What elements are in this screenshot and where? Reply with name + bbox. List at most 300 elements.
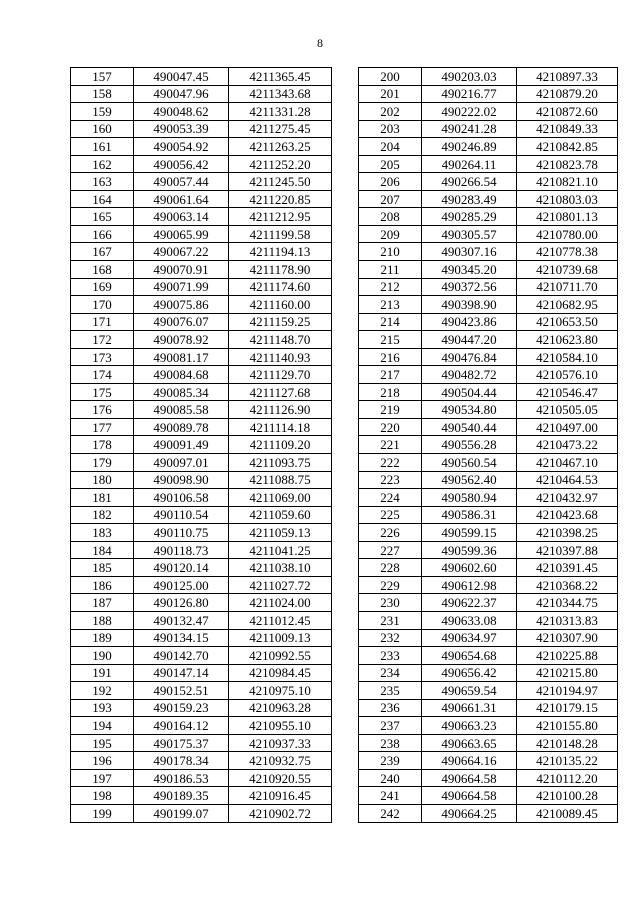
point-number-cell: 219 <box>359 401 422 419</box>
x-coordinate-cell: 490372.56 <box>422 278 517 296</box>
point-number-cell: 190 <box>71 647 134 665</box>
table-row <box>71 366 332 384</box>
x-coordinate-cell: 490057.44 <box>134 173 229 191</box>
point-number-cell: 218 <box>359 383 422 401</box>
table-row <box>359 243 618 261</box>
point-number-cell: 174 <box>71 366 134 384</box>
table-row <box>71 278 332 296</box>
x-coordinate-cell: 490091.49 <box>134 436 229 454</box>
point-number-cell: 236 <box>359 699 422 717</box>
table-row <box>359 190 618 208</box>
point-number-cell: 235 <box>359 682 422 700</box>
x-coordinate-cell: 490599.36 <box>422 541 517 559</box>
y-coordinate-cell: 4210391.45 <box>517 559 618 577</box>
table-row <box>71 699 332 717</box>
point-number-cell: 191 <box>71 664 134 682</box>
y-coordinate-cell: 4210546.47 <box>517 383 618 401</box>
table-row <box>71 717 332 735</box>
x-coordinate-cell: 490264.11 <box>422 155 517 173</box>
x-coordinate-cell: 490266.54 <box>422 173 517 191</box>
point-number-cell: 158 <box>71 85 134 103</box>
y-coordinate-cell: 4211220.85 <box>229 190 332 208</box>
y-coordinate-cell: 4211212.95 <box>229 208 332 226</box>
table-row <box>71 173 332 191</box>
x-coordinate-cell: 490063.14 <box>134 208 229 226</box>
point-number-cell: 240 <box>359 769 422 787</box>
x-coordinate-cell: 490246.89 <box>422 138 517 156</box>
table-row <box>71 243 332 261</box>
x-coordinate-cell: 490085.58 <box>134 401 229 419</box>
table-row <box>359 225 618 243</box>
y-coordinate-cell: 4211109.20 <box>229 436 332 454</box>
y-coordinate-cell: 4211160.00 <box>229 296 332 314</box>
y-coordinate-cell: 4211275.45 <box>229 120 332 138</box>
point-number-cell: 200 <box>359 68 422 86</box>
table-row <box>359 506 618 524</box>
point-number-cell: 180 <box>71 471 134 489</box>
point-number-cell: 188 <box>71 611 134 629</box>
table-row <box>71 261 332 279</box>
point-number-cell: 198 <box>71 787 134 805</box>
table-row <box>71 647 332 665</box>
y-coordinate-cell: 4210879.20 <box>517 85 618 103</box>
point-number-cell: 164 <box>71 190 134 208</box>
x-coordinate-cell: 490126.80 <box>134 594 229 612</box>
table-row <box>71 541 332 559</box>
point-number-cell: 163 <box>71 173 134 191</box>
y-coordinate-cell: 4211140.93 <box>229 348 332 366</box>
table-row <box>359 611 618 629</box>
point-number-cell: 165 <box>71 208 134 226</box>
x-coordinate-cell: 490132.47 <box>134 611 229 629</box>
x-coordinate-cell: 490134.15 <box>134 629 229 647</box>
y-coordinate-cell: 4211093.75 <box>229 454 332 472</box>
point-number-cell: 170 <box>71 296 134 314</box>
point-number-cell: 204 <box>359 138 422 156</box>
point-number-cell: 160 <box>71 120 134 138</box>
y-coordinate-cell: 4210984.45 <box>229 664 332 682</box>
point-number-cell: 210 <box>359 243 422 261</box>
y-coordinate-cell: 4210194.97 <box>517 682 618 700</box>
point-number-cell: 205 <box>359 155 422 173</box>
y-coordinate-cell: 4211088.75 <box>229 471 332 489</box>
y-coordinate-cell: 4210344.75 <box>517 594 618 612</box>
y-coordinate-cell: 4210975.10 <box>229 682 332 700</box>
point-number-cell: 227 <box>359 541 422 559</box>
table-row <box>359 682 618 700</box>
y-coordinate-cell: 4210897.33 <box>517 68 618 86</box>
x-coordinate-cell: 490540.44 <box>422 418 517 436</box>
x-coordinate-cell: 490283.49 <box>422 190 517 208</box>
x-coordinate-cell: 490061.64 <box>134 190 229 208</box>
table-row <box>71 348 332 366</box>
point-number-cell: 213 <box>359 296 422 314</box>
point-number-cell: 179 <box>71 454 134 472</box>
x-coordinate-cell: 490222.02 <box>422 103 517 121</box>
table-row <box>71 190 332 208</box>
x-coordinate-cell: 490398.90 <box>422 296 517 314</box>
table-row <box>359 629 618 647</box>
table-row <box>71 103 332 121</box>
y-coordinate-cell: 4210100.28 <box>517 787 618 805</box>
point-number-cell: 185 <box>71 559 134 577</box>
table-row <box>71 611 332 629</box>
table-row <box>71 734 332 752</box>
x-coordinate-cell: 490285.29 <box>422 208 517 226</box>
x-coordinate-cell: 490612.98 <box>422 576 517 594</box>
table-row <box>71 489 332 507</box>
point-number-cell: 206 <box>359 173 422 191</box>
y-coordinate-cell: 4210872.60 <box>517 103 618 121</box>
point-number-cell: 177 <box>71 418 134 436</box>
point-number-cell: 172 <box>71 331 134 349</box>
point-number-cell: 175 <box>71 383 134 401</box>
x-coordinate-cell: 490663.65 <box>422 734 517 752</box>
point-number-cell: 226 <box>359 524 422 542</box>
y-coordinate-cell: 4210307.90 <box>517 629 618 647</box>
table-row <box>71 296 332 314</box>
point-number-cell: 223 <box>359 471 422 489</box>
point-number-cell: 229 <box>359 576 422 594</box>
x-coordinate-cell: 490053.39 <box>134 120 229 138</box>
x-coordinate-cell: 490076.07 <box>134 313 229 331</box>
x-coordinate-cell: 490203.03 <box>422 68 517 86</box>
table-row <box>71 559 332 577</box>
y-coordinate-cell: 4210992.55 <box>229 647 332 665</box>
point-number-cell: 221 <box>359 436 422 454</box>
point-number-cell: 214 <box>359 313 422 331</box>
table-row <box>359 418 618 436</box>
table-row <box>359 138 618 156</box>
y-coordinate-cell: 4210623.80 <box>517 331 618 349</box>
table-row <box>359 85 618 103</box>
point-number-cell: 238 <box>359 734 422 752</box>
x-coordinate-cell: 490633.08 <box>422 611 517 629</box>
point-number-cell: 207 <box>359 190 422 208</box>
y-coordinate-cell: 4210179.15 <box>517 699 618 717</box>
x-coordinate-cell: 490423.86 <box>422 313 517 331</box>
point-number-cell: 186 <box>71 576 134 594</box>
y-coordinate-cell: 4210155.80 <box>517 717 618 735</box>
table-row <box>71 225 332 243</box>
y-coordinate-cell: 4211245.50 <box>229 173 332 191</box>
x-coordinate-cell: 490664.58 <box>422 787 517 805</box>
y-coordinate-cell: 4210963.28 <box>229 699 332 717</box>
x-coordinate-cell: 490047.45 <box>134 68 229 86</box>
x-coordinate-cell: 490241.28 <box>422 120 517 138</box>
table-row <box>71 331 332 349</box>
point-number-cell: 228 <box>359 559 422 577</box>
y-coordinate-cell: 4211365.45 <box>229 68 332 86</box>
point-number-cell: 230 <box>359 594 422 612</box>
x-coordinate-cell: 490661.31 <box>422 699 517 717</box>
y-coordinate-cell: 4210398.25 <box>517 524 618 542</box>
point-number-cell: 192 <box>71 682 134 700</box>
x-coordinate-cell: 490186.53 <box>134 769 229 787</box>
point-number-cell: 225 <box>359 506 422 524</box>
y-coordinate-cell: 4210932.75 <box>229 752 332 770</box>
table-row <box>71 594 332 612</box>
table-row <box>71 682 332 700</box>
x-coordinate-cell: 490659.54 <box>422 682 517 700</box>
y-coordinate-cell: 4211174.60 <box>229 278 332 296</box>
y-coordinate-cell: 4210135.22 <box>517 752 618 770</box>
table-row <box>71 155 332 173</box>
table-row <box>359 331 618 349</box>
y-coordinate-cell: 4211331.28 <box>229 103 332 121</box>
point-number-cell: 157 <box>71 68 134 86</box>
table-row <box>359 524 618 542</box>
x-coordinate-cell: 490110.54 <box>134 506 229 524</box>
x-coordinate-cell: 490580.94 <box>422 489 517 507</box>
x-coordinate-cell: 490120.14 <box>134 559 229 577</box>
y-coordinate-cell: 4211252.20 <box>229 155 332 173</box>
point-number-cell: 161 <box>71 138 134 156</box>
y-coordinate-cell: 4211343.68 <box>229 85 332 103</box>
point-number-cell: 201 <box>359 85 422 103</box>
table-row <box>359 647 618 665</box>
x-coordinate-cell: 490654.68 <box>422 647 517 665</box>
x-coordinate-cell: 490070.91 <box>134 261 229 279</box>
x-coordinate-cell: 490556.28 <box>422 436 517 454</box>
x-coordinate-cell: 490199.07 <box>134 804 229 822</box>
table-row <box>71 664 332 682</box>
x-coordinate-cell: 490664.16 <box>422 752 517 770</box>
x-coordinate-cell: 490175.37 <box>134 734 229 752</box>
x-coordinate-cell: 490078.92 <box>134 331 229 349</box>
table-row <box>359 471 618 489</box>
y-coordinate-cell: 4210842.85 <box>517 138 618 156</box>
y-coordinate-cell: 4210937.33 <box>229 734 332 752</box>
point-number-cell: 237 <box>359 717 422 735</box>
table-row <box>71 120 332 138</box>
x-coordinate-cell: 490476.84 <box>422 348 517 366</box>
y-coordinate-cell: 4210089.45 <box>517 804 618 822</box>
table-row <box>71 804 332 822</box>
x-coordinate-cell: 490562.40 <box>422 471 517 489</box>
table-row <box>359 804 618 822</box>
y-coordinate-cell: 4211127.68 <box>229 383 332 401</box>
point-number-cell: 222 <box>359 454 422 472</box>
x-coordinate-cell: 490216.77 <box>422 85 517 103</box>
table-row <box>71 436 332 454</box>
y-coordinate-cell: 4211059.13 <box>229 524 332 542</box>
table-row <box>359 261 618 279</box>
table-row <box>359 436 618 454</box>
table-row <box>71 138 332 156</box>
point-number-cell: 171 <box>71 313 134 331</box>
x-coordinate-cell: 490065.99 <box>134 225 229 243</box>
point-number-cell: 211 <box>359 261 422 279</box>
table-row <box>359 173 618 191</box>
table-row <box>71 787 332 805</box>
y-coordinate-cell: 4210682.95 <box>517 296 618 314</box>
x-coordinate-cell: 490447.20 <box>422 331 517 349</box>
point-number-cell: 162 <box>71 155 134 173</box>
coordinates-table-right <box>358 67 618 823</box>
table-row <box>359 155 618 173</box>
y-coordinate-cell: 4210215.80 <box>517 664 618 682</box>
table-row <box>71 454 332 472</box>
x-coordinate-cell: 490110.75 <box>134 524 229 542</box>
y-coordinate-cell: 4211027.72 <box>229 576 332 594</box>
point-number-cell: 215 <box>359 331 422 349</box>
point-number-cell: 217 <box>359 366 422 384</box>
y-coordinate-cell: 4210464.53 <box>517 471 618 489</box>
point-number-cell: 241 <box>359 787 422 805</box>
point-number-cell: 231 <box>359 611 422 629</box>
point-number-cell: 178 <box>71 436 134 454</box>
y-coordinate-cell: 4211129.70 <box>229 366 332 384</box>
table-row <box>359 313 618 331</box>
y-coordinate-cell: 4211263.25 <box>229 138 332 156</box>
table-row <box>359 454 618 472</box>
y-coordinate-cell: 4211024.00 <box>229 594 332 612</box>
x-coordinate-cell: 490142.70 <box>134 647 229 665</box>
x-coordinate-cell: 490084.68 <box>134 366 229 384</box>
table-row <box>359 401 618 419</box>
point-number-cell: 208 <box>359 208 422 226</box>
table-row <box>71 576 332 594</box>
point-number-cell: 197 <box>71 769 134 787</box>
table-row <box>359 383 618 401</box>
table-row <box>71 208 332 226</box>
x-coordinate-cell: 490307.16 <box>422 243 517 261</box>
table-row <box>71 629 332 647</box>
table-row <box>71 752 332 770</box>
point-number-cell: 166 <box>71 225 134 243</box>
table-row <box>71 471 332 489</box>
y-coordinate-cell: 4210739.68 <box>517 261 618 279</box>
coordinates-table-left-body <box>71 68 332 823</box>
point-number-cell: 234 <box>359 664 422 682</box>
x-coordinate-cell: 490054.92 <box>134 138 229 156</box>
x-coordinate-cell: 490664.58 <box>422 769 517 787</box>
table-row <box>71 524 332 542</box>
table-row <box>71 418 332 436</box>
point-number-cell: 182 <box>71 506 134 524</box>
y-coordinate-cell: 4211041.25 <box>229 541 332 559</box>
y-coordinate-cell: 4211114.18 <box>229 418 332 436</box>
y-coordinate-cell: 4210397.88 <box>517 541 618 559</box>
table-row <box>359 559 618 577</box>
point-number-cell: 159 <box>71 103 134 121</box>
y-coordinate-cell: 4211059.60 <box>229 506 332 524</box>
point-number-cell: 209 <box>359 225 422 243</box>
y-coordinate-cell: 4210473.22 <box>517 436 618 454</box>
table-row <box>71 85 332 103</box>
table-row <box>359 594 618 612</box>
y-coordinate-cell: 4210497.00 <box>517 418 618 436</box>
y-coordinate-cell: 4210801.13 <box>517 208 618 226</box>
table-row <box>359 752 618 770</box>
x-coordinate-cell: 490345.20 <box>422 261 517 279</box>
table-row <box>359 541 618 559</box>
y-coordinate-cell: 4211009.13 <box>229 629 332 647</box>
x-coordinate-cell: 490118.73 <box>134 541 229 559</box>
point-number-cell: 203 <box>359 120 422 138</box>
x-coordinate-cell: 490075.86 <box>134 296 229 314</box>
point-number-cell: 216 <box>359 348 422 366</box>
y-coordinate-cell: 4211178.90 <box>229 261 332 279</box>
point-number-cell: 242 <box>359 804 422 822</box>
table-row <box>359 787 618 805</box>
x-coordinate-cell: 490622.37 <box>422 594 517 612</box>
x-coordinate-cell: 490089.78 <box>134 418 229 436</box>
y-coordinate-cell: 4210423.68 <box>517 506 618 524</box>
point-number-cell: 233 <box>359 647 422 665</box>
y-coordinate-cell: 4210432.97 <box>517 489 618 507</box>
y-coordinate-cell: 4210505.05 <box>517 401 618 419</box>
point-number-cell: 224 <box>359 489 422 507</box>
table-row <box>359 296 618 314</box>
y-coordinate-cell: 4210467.10 <box>517 454 618 472</box>
y-coordinate-cell: 4210148.28 <box>517 734 618 752</box>
point-number-cell: 194 <box>71 717 134 735</box>
y-coordinate-cell: 4210916.45 <box>229 787 332 805</box>
point-number-cell: 169 <box>71 278 134 296</box>
x-coordinate-cell: 490047.96 <box>134 85 229 103</box>
y-coordinate-cell: 4211126.90 <box>229 401 332 419</box>
table-row <box>359 769 618 787</box>
table-row <box>71 68 332 86</box>
y-coordinate-cell: 4211069.00 <box>229 489 332 507</box>
x-coordinate-cell: 490067.22 <box>134 243 229 261</box>
page-number: 8 <box>317 36 323 50</box>
x-coordinate-cell: 490147.14 <box>134 664 229 682</box>
point-number-cell: 195 <box>71 734 134 752</box>
point-number-cell: 239 <box>359 752 422 770</box>
y-coordinate-cell: 4211194.13 <box>229 243 332 261</box>
table-row <box>359 348 618 366</box>
y-coordinate-cell: 4210902.72 <box>229 804 332 822</box>
x-coordinate-cell: 490560.54 <box>422 454 517 472</box>
x-coordinate-cell: 490663.23 <box>422 717 517 735</box>
y-coordinate-cell: 4211159.25 <box>229 313 332 331</box>
table-row <box>359 717 618 735</box>
x-coordinate-cell: 490085.34 <box>134 383 229 401</box>
x-coordinate-cell: 490586.31 <box>422 506 517 524</box>
point-number-cell: 196 <box>71 752 134 770</box>
coordinates-table-left <box>70 67 332 823</box>
x-coordinate-cell: 490178.34 <box>134 752 229 770</box>
table-row <box>71 506 332 524</box>
y-coordinate-cell: 4210821.10 <box>517 173 618 191</box>
y-coordinate-cell: 4210225.88 <box>517 647 618 665</box>
table-row <box>359 278 618 296</box>
point-number-cell: 187 <box>71 594 134 612</box>
table-row <box>359 576 618 594</box>
x-coordinate-cell: 490071.99 <box>134 278 229 296</box>
x-coordinate-cell: 490164.12 <box>134 717 229 735</box>
y-coordinate-cell: 4210368.22 <box>517 576 618 594</box>
y-coordinate-cell: 4211199.58 <box>229 225 332 243</box>
x-coordinate-cell: 490534.80 <box>422 401 517 419</box>
x-coordinate-cell: 490081.17 <box>134 348 229 366</box>
table-row <box>359 103 618 121</box>
x-coordinate-cell: 490482.72 <box>422 366 517 384</box>
table-row <box>359 366 618 384</box>
x-coordinate-cell: 490125.00 <box>134 576 229 594</box>
y-coordinate-cell: 4210313.83 <box>517 611 618 629</box>
x-coordinate-cell: 490106.58 <box>134 489 229 507</box>
x-coordinate-cell: 490656.42 <box>422 664 517 682</box>
y-coordinate-cell: 4211148.70 <box>229 331 332 349</box>
y-coordinate-cell: 4210780.00 <box>517 225 618 243</box>
point-number-cell: 193 <box>71 699 134 717</box>
table-row <box>71 383 332 401</box>
table-row <box>71 401 332 419</box>
